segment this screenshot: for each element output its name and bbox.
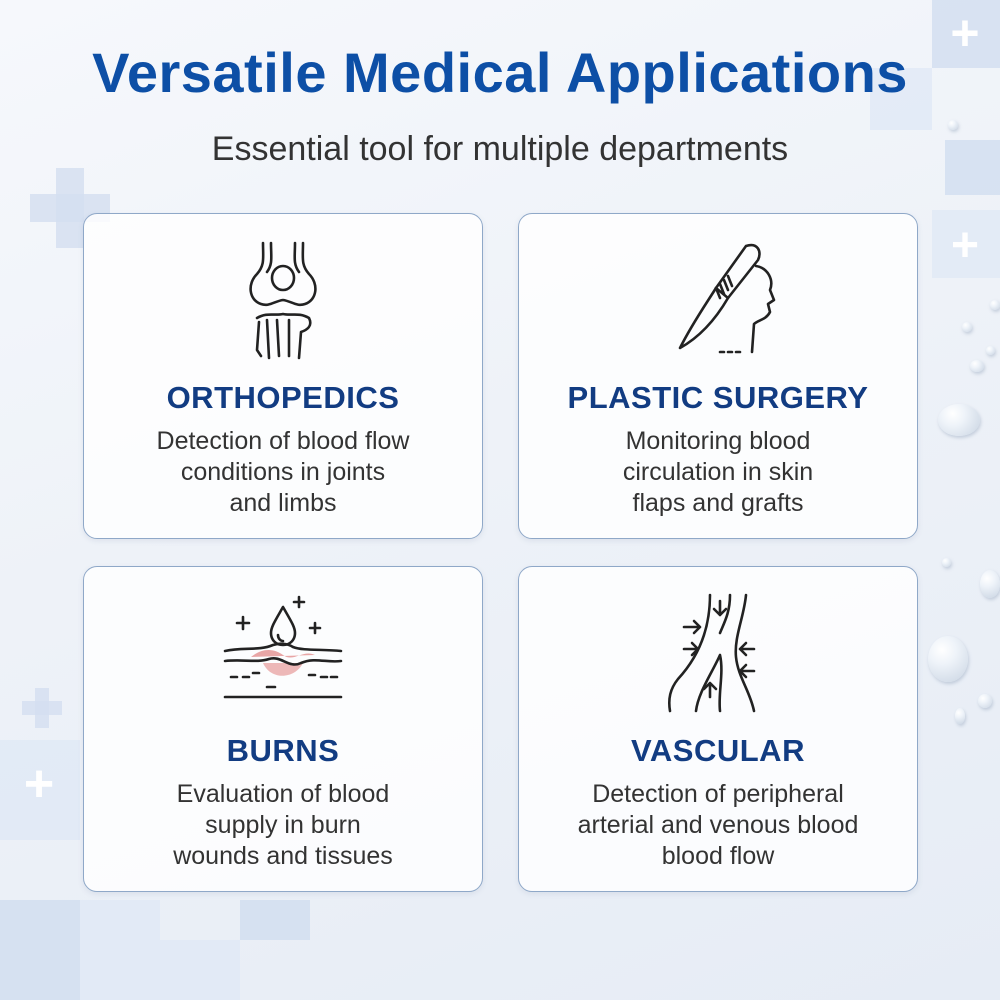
card-title: PLASTIC SURGERY: [567, 380, 869, 415]
water-drop: [948, 120, 958, 130]
water-drop: [978, 694, 992, 708]
blood-vessel-icon: [658, 593, 778, 713]
water-drop: [942, 558, 951, 567]
water-drop: [986, 346, 995, 355]
card-orthopedics: [83, 213, 483, 539]
card-description: Evaluation of blood supply in burn wounds and tissues: [173, 780, 393, 870]
plus-icon: [22, 688, 62, 728]
card-description: Detection of blood flow conditions in joints and limbs: [156, 427, 410, 517]
card-vascular: [518, 566, 918, 892]
plus-icon: +: [950, 5, 980, 61]
water-drop: [990, 300, 1000, 310]
decor-square: [240, 900, 310, 940]
page-title: Versatile Medical Applications: [92, 41, 908, 104]
card-title: ORTHOPEDICS: [166, 380, 400, 415]
card-description: Monitoring blood circulation in skin flaps and grafts: [622, 427, 814, 517]
water-drop: [955, 708, 965, 724]
card-description: Detection of peripheral arterial and venous blood blood flow: [577, 780, 859, 870]
decor-square: [0, 900, 80, 1000]
card-plastic-surgery: [518, 213, 918, 539]
decor-square: [160, 940, 240, 1000]
decor-square: [80, 900, 160, 1000]
knee-joint-icon: [223, 240, 343, 360]
card-burns: [83, 566, 483, 892]
plus-icon: +: [23, 755, 55, 813]
scalpel-face-icon: [658, 240, 778, 360]
burn-skin-icon: [223, 593, 343, 713]
card-title: VASCULAR: [631, 733, 805, 768]
card-title: BURNS: [226, 733, 340, 768]
water-drop: [970, 360, 984, 372]
water-drop: [980, 570, 1000, 598]
water-drop: [962, 322, 972, 332]
water-drop: [938, 404, 980, 436]
page-subtitle: Essential tool for multiple departments: [211, 130, 789, 168]
plus-icon: +: [950, 219, 980, 272]
water-drop: [928, 636, 968, 682]
